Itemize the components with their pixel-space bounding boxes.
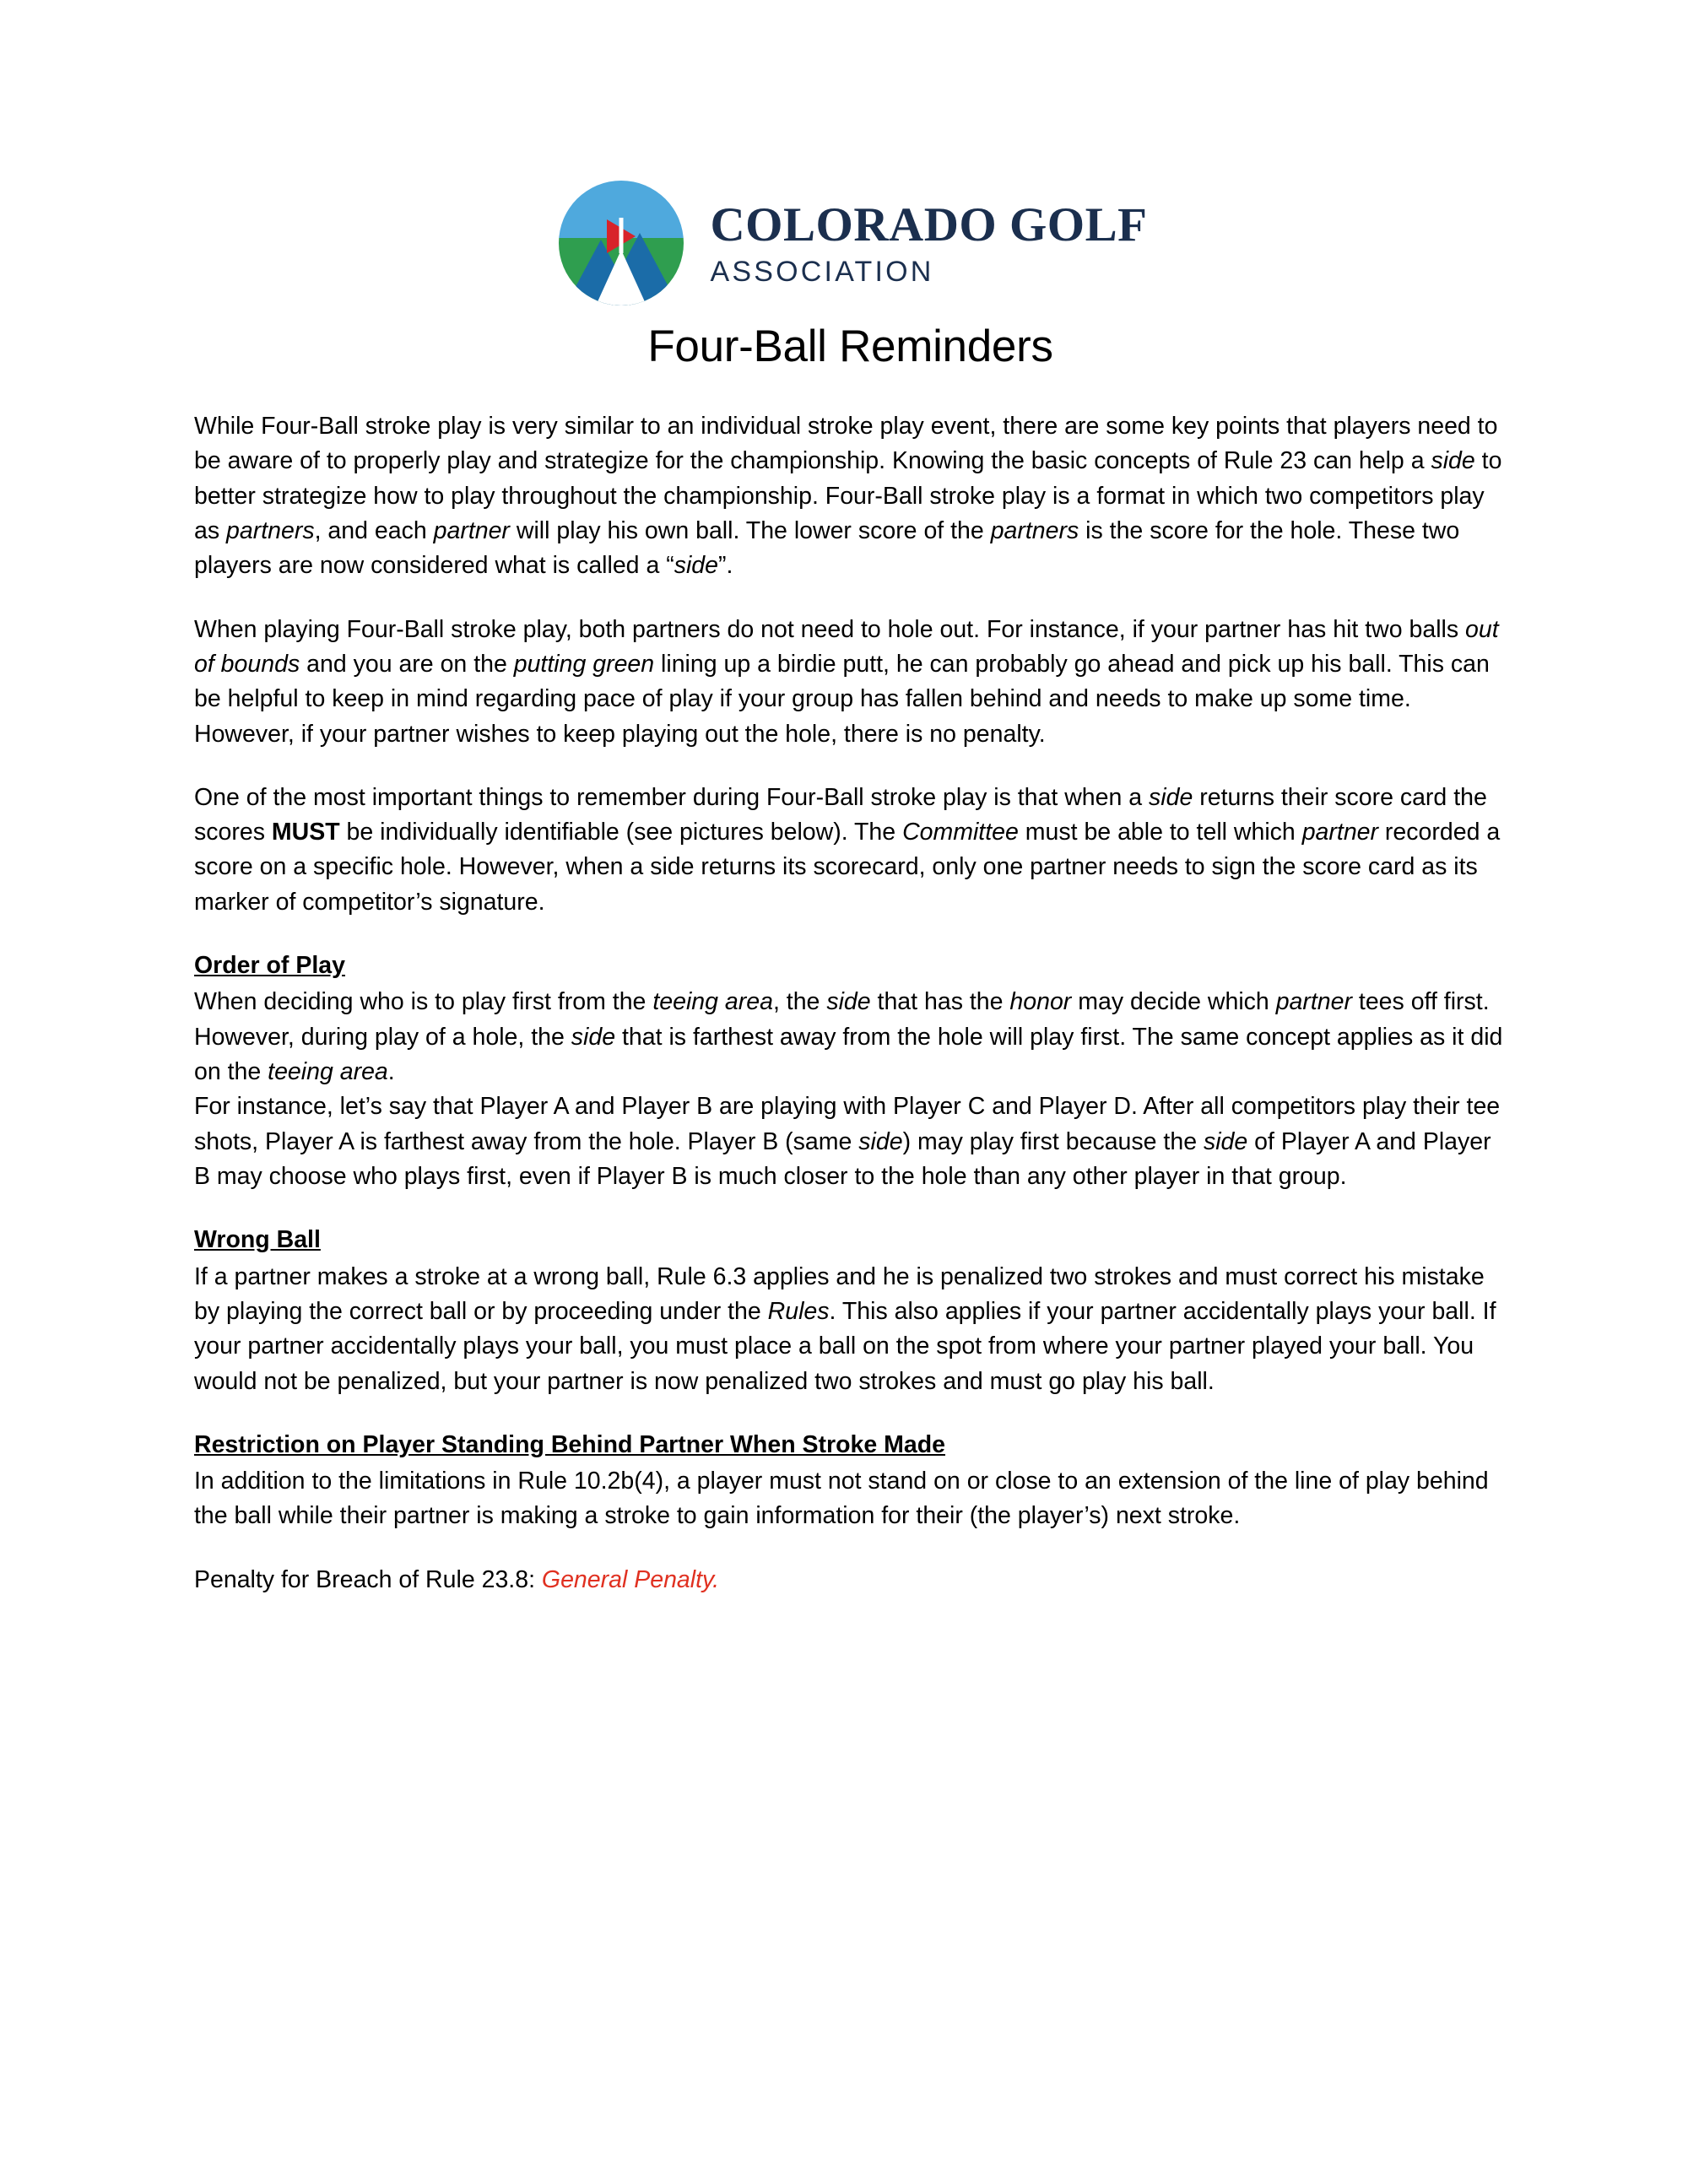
emphasis-out-of-bounds: out of bounds [194, 615, 1499, 678]
text-run: For instance, let’s say that Player A and Player B are playing with Player C and Player D. After all competitors play their tee shots, Player A is farthest away from the hole. Player B (same [194, 1093, 1501, 1155]
organization-logo [194, 176, 1507, 311]
text-run: lining up a birdie putt, he can probably go ahead and pick up his ball. This can be helpful to keep in mind regarding pace of play if your group has fallen behind and needs to make up some time. However, if your partner wishes to keep playing out the hole, there is no penalty. [194, 650, 1490, 748]
page-title: Four-Ball Reminders [647, 322, 1053, 371]
section-wrong-ball [194, 1223, 1507, 1399]
emphasis-must: MUST [271, 819, 340, 846]
emphasis-teeing-area-2: teeing area [268, 1058, 388, 1085]
paragraph-scorecard [194, 781, 1507, 920]
paragraph-restriction: In addition to the limitations in Rule 10.2b(4), a player must not stand on or close to an extension of the line of play behind the ball while their partner is making a stroke to gain information for their (the player’s) next stroke. [194, 1468, 1489, 1530]
emphasis-rules: Rules [767, 1297, 830, 1325]
logo-line-1: COLORADO GOLF [710, 197, 1148, 251]
emphasis-partners-2: partners [990, 516, 1079, 544]
document-body [194, 409, 1507, 1597]
emphasis-side-4: side [1203, 1127, 1248, 1155]
emphasis-committee: Committee [902, 819, 1019, 846]
section-heading: Restriction on Player Standing Behind Partner When Stroke Made [194, 1430, 945, 1458]
paragraph-intro [194, 409, 1507, 584]
text-run: that is farthest away from the hole will play first. The same concept applies as it did on the [194, 1023, 1503, 1085]
text-run: and you are on the [300, 650, 514, 678]
text-run: When playing Four-Ball stroke play, both partners do not need to hole out. For instance, if your partner has hit two balls [194, 615, 1466, 643]
logo-white-wedge-shape [596, 250, 647, 305]
paragraph-order-1 [194, 985, 1507, 1089]
text-run: tees off first. However, during play of a hole, the [194, 988, 1490, 1051]
text-run: Penalty for Breach of Rule 23.8: [194, 1565, 542, 1593]
colorado-golf-association-logo-icon [554, 176, 689, 311]
text-run: One of the most important things to remember during Four-Ball stroke play is that when a [194, 783, 1150, 811]
text-run: When deciding who is to play first from the [194, 988, 653, 1016]
emphasis-side-3: side [1149, 783, 1193, 811]
text-run: must be able to tell which [1018, 819, 1302, 846]
text-run: . This also applies if your partner accidentally plays your ball. If your partner accidentally plays your ball, you must place a ball on the spot from where your partner played your ball. You would not be penalized, but your partner is now penalized two strokes and must go play his ball. [194, 1297, 1496, 1395]
section-order-of-play [194, 949, 1507, 1194]
text-run: While Four-Ball stroke play is very similar to an individual stroke play event, there are some key points that players need to be aware of to properly play and strategize for the championship. Knowing the basic concepts of Rule 23 can help a [194, 413, 1498, 475]
emphasis-partner-2: partner [1301, 819, 1379, 846]
section-heading: Order of Play [194, 952, 345, 980]
logo-wordmark [710, 197, 1148, 288]
emphasis-partners: partners [226, 516, 315, 544]
emphasis-side: side [1431, 447, 1475, 475]
text-run: ”. [718, 552, 733, 580]
paragraph-order-2 [194, 1089, 1507, 1194]
emphasis-putting-green: putting green [513, 650, 655, 678]
paragraph-wrong-ball [194, 1260, 1507, 1399]
emphasis-honor: honor [1009, 988, 1072, 1016]
text-run: to better strategize how to play throughout the championship. Four-Ball stroke play is a format in which two competitors play as [194, 447, 1502, 544]
emphasis-side-2: side [674, 552, 719, 580]
section-restriction-standing-behind-partner [194, 1428, 1507, 1534]
emphasis-side-2: side [571, 1023, 616, 1051]
text-run: be individually identifiable (see pictures below). The [339, 819, 903, 846]
text-run: may decide which [1071, 988, 1276, 1016]
logo-flagpole-shape [619, 218, 623, 253]
emphasis-side: side [826, 988, 871, 1016]
text-run: will play his own ball. The lower score of the [509, 516, 991, 544]
emphasis-partner: partner [433, 516, 510, 544]
logo-line-2: ASSOCIATION [710, 255, 934, 288]
emphasis-side-3: side [858, 1127, 903, 1155]
section-heading: Wrong Ball [194, 1226, 321, 1254]
paragraph-hole-out [194, 613, 1507, 752]
text-run: , and each [314, 516, 434, 544]
text-run: is the score for the hole. These two players are now considered what is called a “ [194, 516, 1460, 580]
text-run: If a partner makes a stroke at a wrong ball, Rule 6.3 applies and he is penalized two strokes and must correct his mistake by playing the correct ball or by proceeding under the [194, 1262, 1485, 1325]
text-run: . [387, 1058, 395, 1085]
paragraph-penalty [194, 1563, 1507, 1597]
penalty-emphasis: General Penalty. [541, 1565, 720, 1593]
emphasis-partner: partner [1275, 988, 1352, 1016]
text-run: ) may play first because the [902, 1127, 1204, 1155]
text-run: recorded a score on a specific hole. However, when a side returns its scorecard, only one partner needs to sign the score card as its marker of competitor’s signature. [194, 819, 1501, 916]
text-run: that has the [870, 988, 1010, 1016]
text-run: , the [772, 988, 827, 1016]
text-run: of Player A and Player B may choose who plays first, even if Player B is much closer to the hole than any other player in that group. [194, 1127, 1491, 1190]
text-run: returns their score card the scores [194, 783, 1487, 846]
emphasis-teeing-area: teeing area [652, 988, 773, 1016]
